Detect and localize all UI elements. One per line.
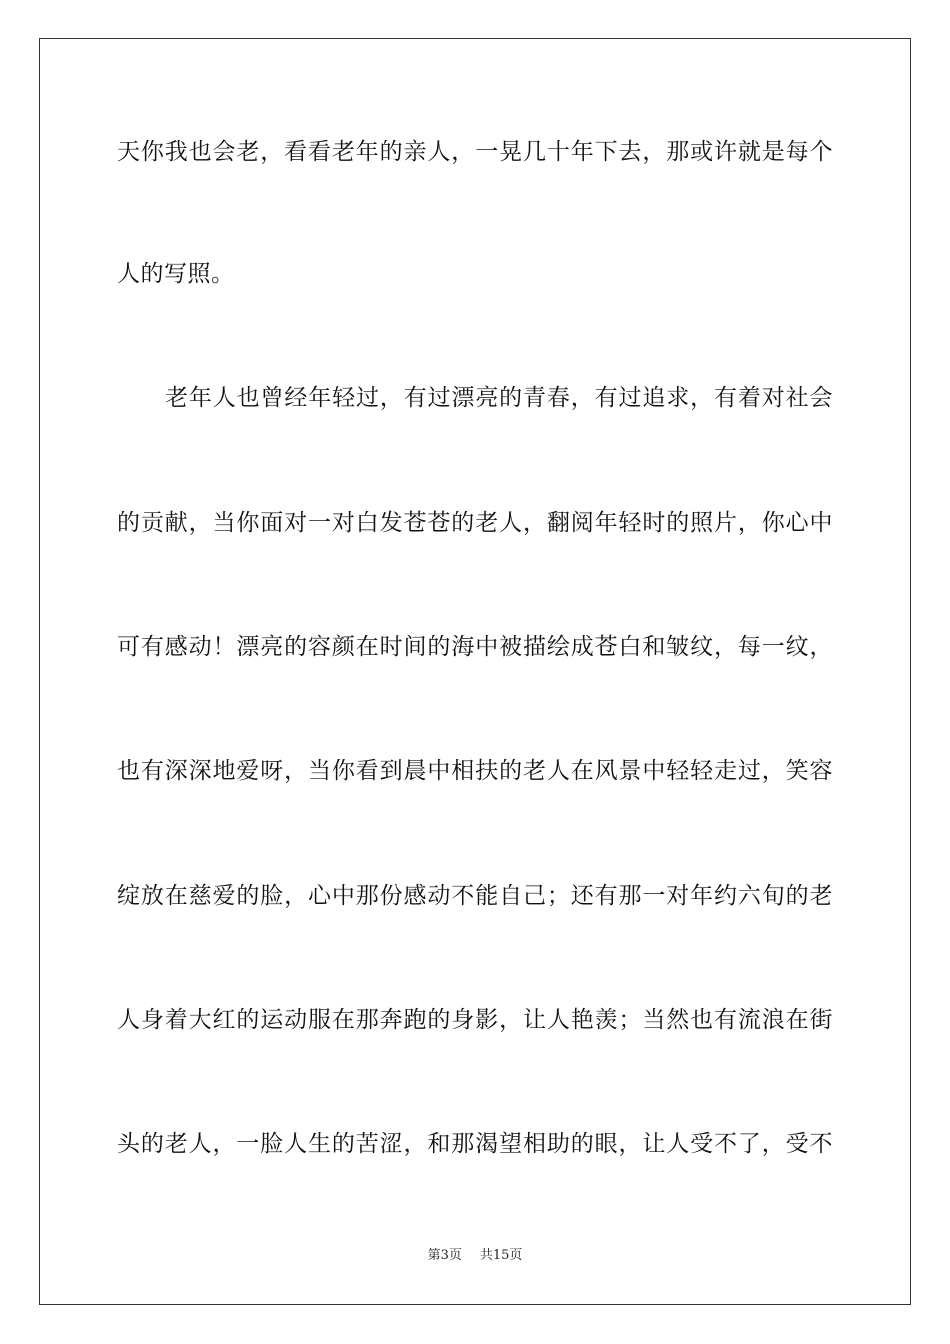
text-line-3: 老年人也曾经年轻过，有过漂亮的青春，有过追求，有着对社会 (165, 385, 833, 411)
page-total: 共15页 (479, 1248, 523, 1263)
page-frame (39, 38, 911, 1305)
text-line-7: 绽放在慈爱的脸，心中那份感动不能自己；还有那一对年约六旬的老 (117, 883, 833, 909)
text-line-9: 头的老人，一脸人生的苦涩，和那渴望相助的眼，让人受不了，受不 (117, 1131, 833, 1157)
text-line-2: 人的写照。 (117, 261, 235, 287)
text-line-8: 人身着大红的运动服在那奔跑的身影，让人艳羡；当然也有流浪在街 (117, 1007, 833, 1033)
page-footer (0, 1247, 950, 1265)
text-line-4: 的贡献，当你面对一对白发苍苍的老人，翻阅年轻时的照片，你心中 (117, 510, 833, 536)
page-number: 第3页 (427, 1248, 462, 1263)
text-line-1: 天你我也会老，看看老年的亲人，一晃几十年下去，那或许就是每个 (117, 139, 833, 165)
text-line-5: 可有感动！漂亮的容颜在时间的海中被描绘成苍白和皱纹，每一纹， (117, 634, 833, 660)
text-line-6: 也有深深地爱呀，当你看到晨中相扶的老人在风景中轻轻走过，笑容 (117, 758, 833, 784)
